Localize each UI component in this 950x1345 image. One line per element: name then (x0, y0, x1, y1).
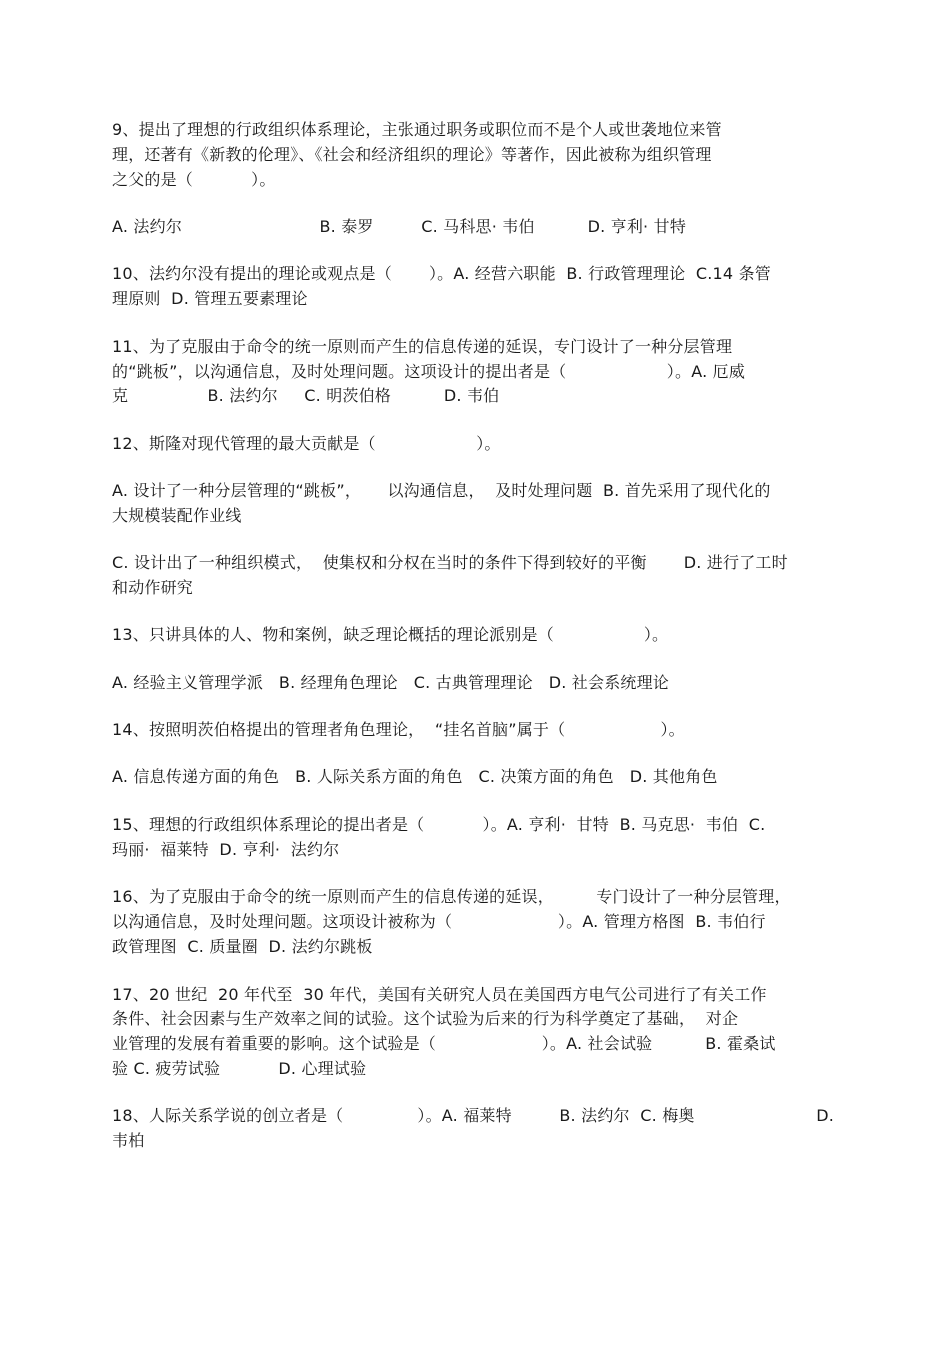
question-10-line-1: 10、法约尔没有提出的理论或观点是（ ）。A. 经营六职能 B. 行政管理理论 C.14 条管 (112, 264, 771, 283)
question-15-line-1: 15、理想的行政组织体系理论的提出者是（ ）。A. 亨利· 甘特 B. 马克思· 韦伯 C. (112, 815, 766, 834)
question-10-line-2: 理原则 D. 管理五要素理论 (112, 289, 308, 308)
question-14-options: A. 信息传递方面的角色 B. 人际关系方面的角色 C. 决策方面的角色 D. 其他角色 (112, 767, 718, 786)
question-12-option-line-4: 和动作研究 (112, 578, 194, 597)
question-12-option-line-1: A. 设计了一种分层管理的“跳板”， 以沟通信息， 及时处理问题 B. 首先采用了现代化的 (112, 481, 771, 500)
question-12-line-1: 12、斯隆对现代管理的最大贡献是（ ）。 (112, 434, 501, 453)
question-9-line-2: 理，还著有《新教的伦理》、《社会和经济组织的理论》等著作，因此被称为组织管理 (112, 145, 712, 164)
question-15-line-2: 玛丽· 福莱特 D. 亨利· 法约尔 (112, 840, 340, 859)
question-11-line-2: 的“跳板”，以沟通信息，及时处理问题。这项设计的提出者是（ ）。A. 厄威 (112, 362, 746, 381)
question-16-line-2: 以沟通信息，及时处理问题。这项设计被称为（ ）。A. 管理方格图 B. 韦伯行 (112, 912, 766, 931)
question-17-line-3: 业管理的发展有着重要的影响。这个试验是（ ）。A. 社会试验 B. 霍桑试 (112, 1034, 776, 1053)
question-17-line-2: 条件、社会因素与生产效率之间的试验。这个试验为后来的行为科学奠定了基础， 对企 (112, 1009, 739, 1028)
question-13-line-1: 13、只讲具体的人、物和案例，缺乏理论概括的理论派别是（ ）。 (112, 625, 669, 644)
question-12-option-line-3: C. 设计出了一种组织模式， 使集权和分权在当时的条件下得到较好的平衡 D. 进行了工时 (112, 553, 788, 572)
question-9-line-1: 9、提出了理想的行政组织体系理论，主张通过职务或职位而不是个人或世袭地位来管 (112, 120, 722, 139)
question-17-line-4: 验 C. 疲劳试验 D. 心理试验 (112, 1059, 367, 1078)
question-12-option-line-2: 大规模装配作业线 (112, 506, 242, 525)
question-17-line-1: 17、20 世纪 20 年代至 30 年代，美国有关研究人员在美国西方电气公司进行了有关工作 (112, 985, 767, 1004)
question-9-options: A. 法约尔 B. 泰罗 C. 马科思· 韦伯 D. 亨利· 甘特 (112, 217, 687, 236)
question-16-line-3: 政管理图 C. 质量圈 D. 法约尔跳板 (112, 937, 373, 956)
question-11-line-3: 克 B. 法约尔 C. 明茨伯格 D. 韦伯 (112, 386, 500, 405)
question-13-options: A. 经验主义管理学派 B. 经理角色理论 C. 古典管理理论 D. 社会系统理论 (112, 673, 669, 692)
question-18-line-2: 韦柏 (112, 1131, 145, 1150)
question-16-line-1: 16、为了克服由于命令的统一原则而产生的信息传递的延误， 专门设计了一种分层管理， (112, 887, 791, 906)
question-14-line-1: 14、按照明茨伯格提出的管理者角色理论， “挂名首脑”属于（ ）。 (112, 720, 685, 739)
question-9-line-3: 之父的是（ ）。 (112, 170, 276, 189)
question-18-line-1: 18、人际关系学说的创立者是（ ）。A. 福莱特 B. 法约尔 C. 梅奥 D. (112, 1106, 835, 1125)
question-11-line-1: 11、为了克服由于命令的统一原则而产生的信息传递的延误，专门设计了一种分层管理 (112, 337, 733, 356)
